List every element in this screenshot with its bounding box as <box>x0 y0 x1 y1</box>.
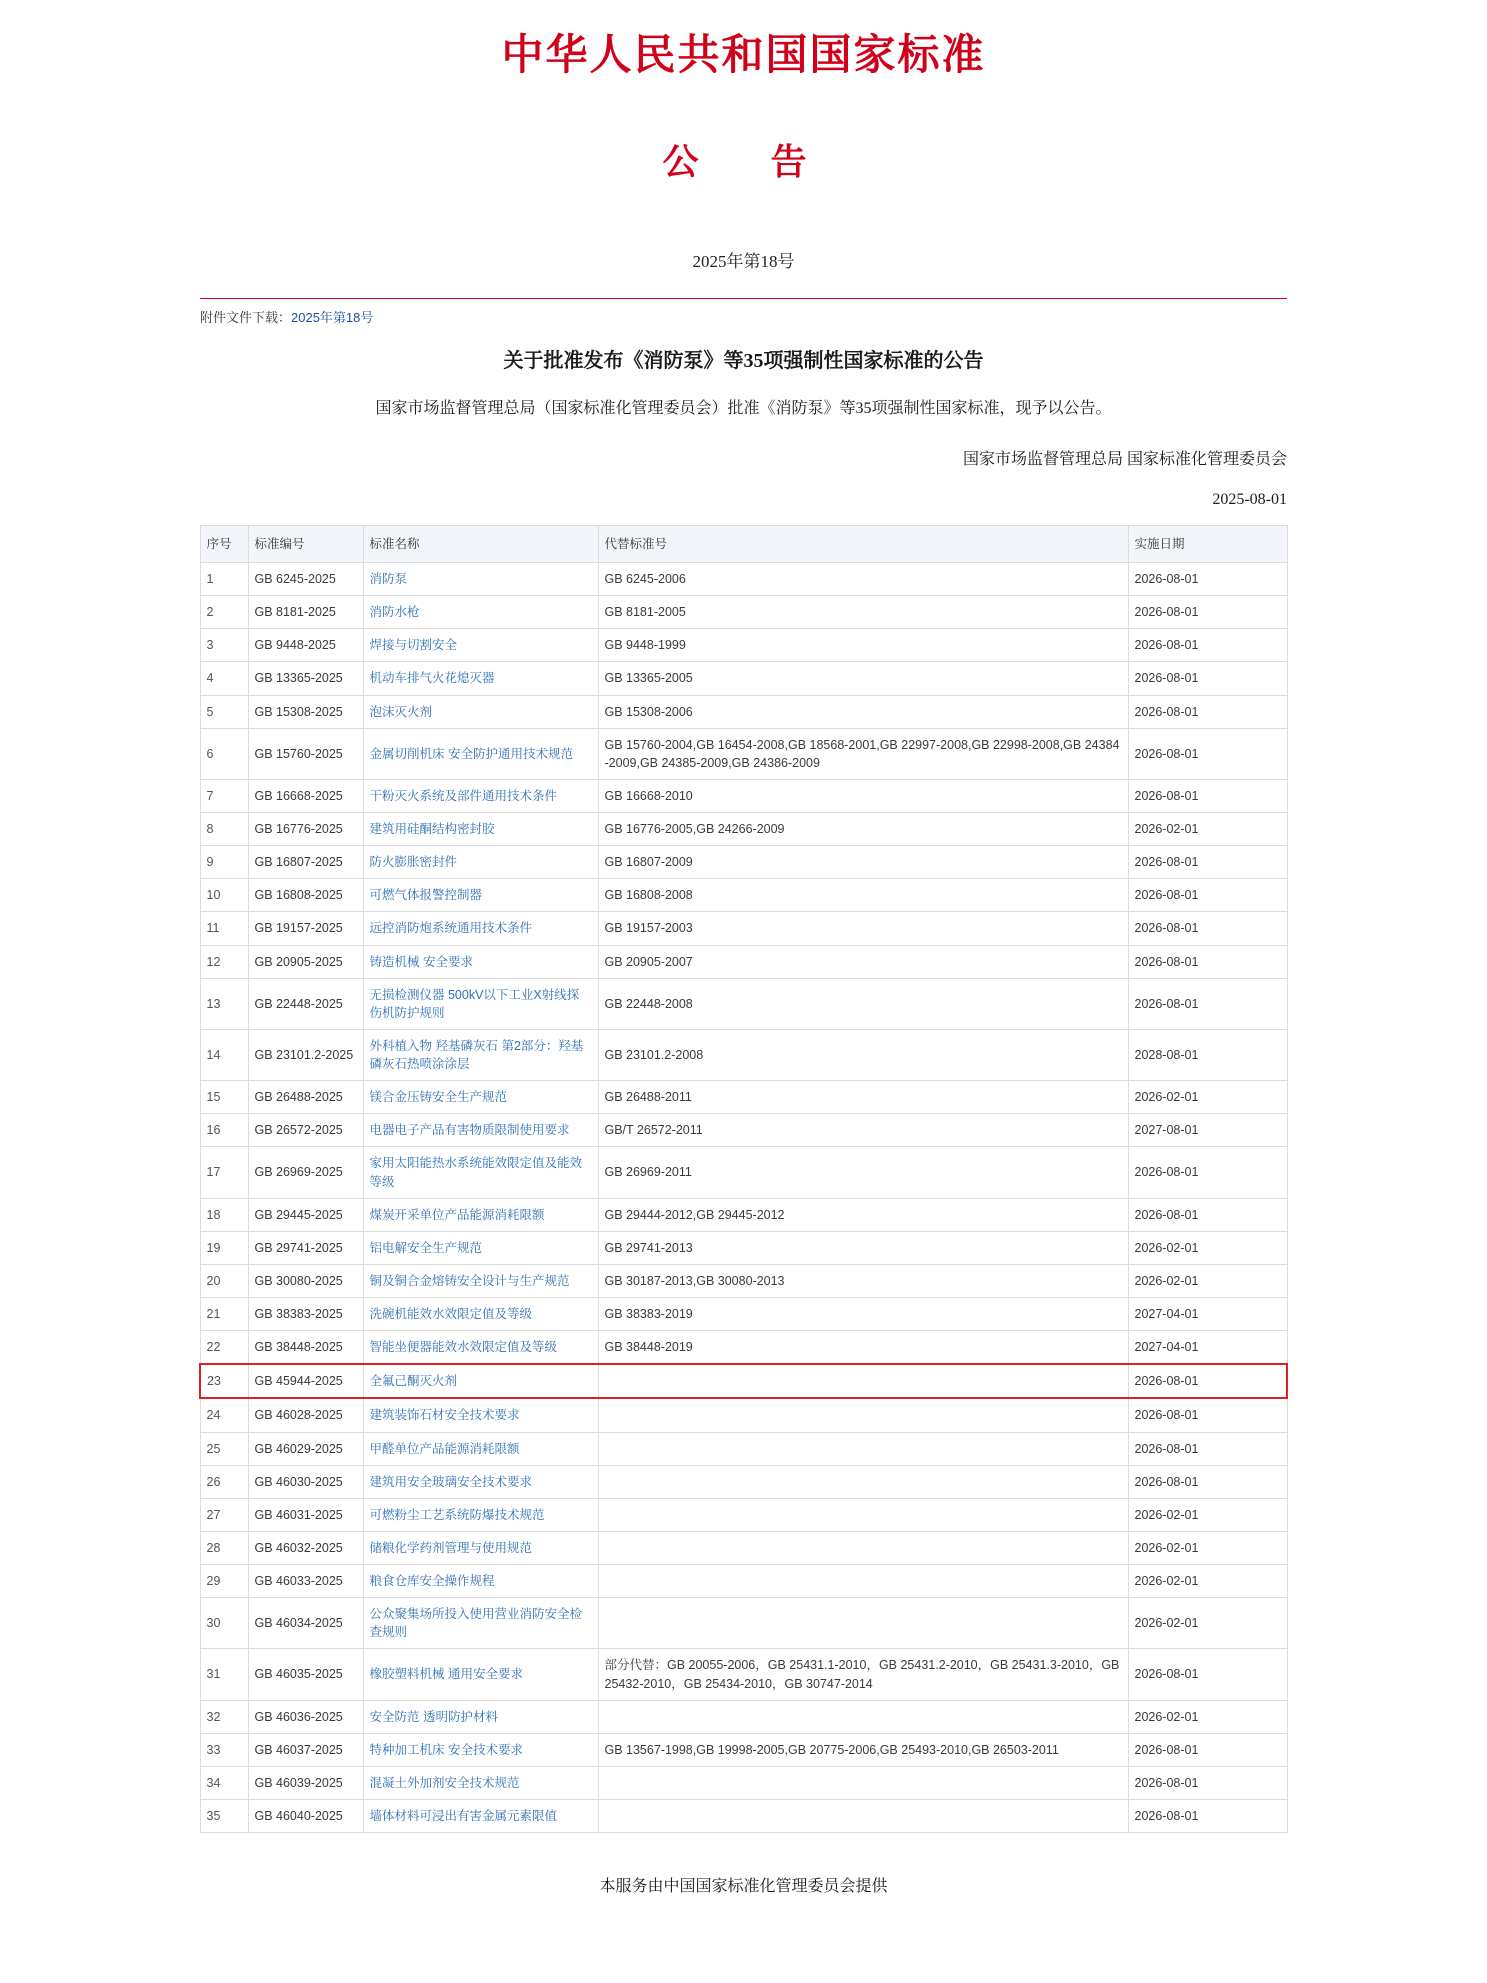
cell-name[interactable]: 可燃气体报警控制器 <box>363 879 598 912</box>
cell-code: GB 46030-2025 <box>248 1465 363 1498</box>
cell-code: GB 46028-2025 <box>248 1398 363 1432</box>
cell-name[interactable]: 洗碗机能效水效限定值及等级 <box>363 1298 598 1331</box>
cell-no: 27 <box>200 1498 248 1531</box>
cell-no: 35 <box>200 1800 248 1833</box>
table-row <box>200 779 1287 812</box>
cell-name[interactable]: 泡沫灭火剂 <box>363 695 598 728</box>
table-row <box>200 813 1287 846</box>
standards-table <box>199 525 1288 1833</box>
cell-code: GB 13365-2025 <box>248 662 363 695</box>
cell-replaced: GB 38448-2019 <box>598 1331 1128 1365</box>
cell-no: 13 <box>200 978 248 1029</box>
cell-replaced <box>598 1700 1128 1733</box>
cell-no: 31 <box>200 1649 248 1700</box>
cell-no: 34 <box>200 1766 248 1799</box>
cell-name[interactable]: 干粉灭火系统及部件通用技术条件 <box>363 779 598 812</box>
cell-replaced <box>598 1565 1128 1598</box>
cell-code: GB 16808-2025 <box>248 879 363 912</box>
cell-replaced: 部分代替：GB 20055-2006，GB 25431.1-2010，GB 25431.2-2010，GB 25431.3-2010，GB 25432-2010，GB 25434-2010，GB 30747-2014 <box>598 1649 1128 1700</box>
cell-date: 2028-08-01 <box>1128 1029 1287 1080</box>
cell-date: 2026-08-01 <box>1128 1766 1287 1799</box>
cell-replaced: GB 23101.2-2008 <box>598 1029 1128 1080</box>
cell-no: 33 <box>200 1733 248 1766</box>
cell-code: GB 46036-2025 <box>248 1700 363 1733</box>
cell-code: GB 38383-2025 <box>248 1298 363 1331</box>
cell-name[interactable]: 无损检测仪器 500kV以下工业X射线探伤机防护规则 <box>363 978 598 1029</box>
cell-no: 24 <box>200 1398 248 1432</box>
cell-date: 2026-08-01 <box>1128 1147 1287 1198</box>
cell-date: 2026-08-01 <box>1128 1649 1287 1700</box>
cell-name[interactable]: 可燃粉尘工艺系统防爆技术规范 <box>363 1498 598 1531</box>
announcement-date: 2025-08-01 <box>1212 491 1287 508</box>
cell-code: GB 26572-2025 <box>248 1114 363 1147</box>
cell-replaced: GB 29444-2012,GB 29445-2012 <box>598 1198 1128 1231</box>
cell-date: 2026-08-01 <box>1128 1398 1287 1432</box>
cell-date: 2026-02-01 <box>1128 1700 1287 1733</box>
cell-name[interactable]: 家用太阳能热水系统能效限定值及能效等级 <box>363 1147 598 1198</box>
table-row <box>200 846 1287 879</box>
cell-name[interactable]: 铝电解安全生产规范 <box>363 1231 598 1264</box>
announcement-signature: 国家市场监督管理总局 国家标准化管理委员会 <box>962 451 1287 468</box>
cell-code: GB 38448-2025 <box>248 1331 363 1365</box>
attachment-label: 附件文件下载： <box>200 310 292 325</box>
cell-code: GB 9448-2025 <box>248 629 363 662</box>
cell-date: 2026-08-01 <box>1128 912 1287 945</box>
cell-no: 3 <box>200 629 248 662</box>
cell-date: 2026-08-01 <box>1128 945 1287 978</box>
table-row <box>200 1766 1287 1799</box>
cell-replaced: GB 13567-1998,GB 19998-2005,GB 20775-2006,GB 25493-2010,GB 26503-2011 <box>598 1733 1128 1766</box>
column-header-code: 标准编号 <box>248 526 363 563</box>
cell-date: 2026-08-01 <box>1128 596 1287 629</box>
table-row <box>200 1081 1287 1114</box>
table-row <box>200 945 1287 978</box>
cell-code: GB 15760-2025 <box>248 728 363 779</box>
table-row <box>200 1264 1287 1297</box>
cell-date: 2026-08-01 <box>1128 695 1287 728</box>
cell-code: GB 16668-2025 <box>248 779 363 812</box>
cell-date: 2026-02-01 <box>1128 1264 1287 1297</box>
table-row <box>200 1800 1287 1833</box>
cell-name[interactable]: 安全防范 透明防护材料 <box>363 1700 598 1733</box>
table-row <box>200 1198 1287 1231</box>
cell-code: GB 23101.2-2025 <box>248 1029 363 1080</box>
cell-code: GB 16807-2025 <box>248 846 363 879</box>
cell-code: GB 26488-2025 <box>248 1081 363 1114</box>
cell-code: GB 46032-2025 <box>248 1531 363 1564</box>
cell-date: 2026-02-01 <box>1128 1081 1287 1114</box>
cell-no: 30 <box>200 1598 248 1649</box>
cell-date: 2026-08-01 <box>1128 1800 1287 1833</box>
cell-no: 11 <box>200 912 248 945</box>
cell-code: GB 29741-2025 <box>248 1231 363 1264</box>
table-row <box>200 695 1287 728</box>
table-row <box>200 1398 1287 1432</box>
table-row <box>200 1465 1287 1498</box>
column-header-replaced: 代替标准号 <box>598 526 1128 563</box>
cell-date: 2026-08-01 <box>1128 1364 1287 1398</box>
cell-name[interactable]: 消防泵 <box>363 563 598 596</box>
table-row <box>200 1364 1287 1398</box>
cell-name[interactable]: 铸造机械 安全要求 <box>363 945 598 978</box>
cell-name[interactable]: 焊接与切割安全 <box>363 629 598 662</box>
cell-name[interactable]: 墙体材料可浸出有害金属元素限值 <box>363 1800 598 1833</box>
cell-no: 26 <box>200 1465 248 1498</box>
cell-date: 2026-08-01 <box>1128 879 1287 912</box>
cell-name[interactable]: 消防水枪 <box>363 596 598 629</box>
cell-name[interactable]: 煤炭开采单位产品能源消耗限额 <box>363 1198 598 1231</box>
cell-date: 2026-08-01 <box>1128 1198 1287 1231</box>
cell-no: 25 <box>200 1432 248 1465</box>
cell-name[interactable]: 公众聚集场所投入使用营业消防安全检查规则 <box>363 1598 598 1649</box>
cell-name[interactable]: 橡胶塑料机械 通用安全要求 <box>363 1649 598 1700</box>
cell-name[interactable]: 外科植入物 羟基磷灰石 第2部分：羟基磷灰石热喷涂涂层 <box>363 1029 598 1080</box>
cell-name[interactable]: 粮食仓库安全操作规程 <box>363 1565 598 1598</box>
table-row <box>200 1649 1287 1700</box>
cell-no: 2 <box>200 596 248 629</box>
cell-replaced <box>598 1766 1128 1799</box>
cell-code: GB 15308-2025 <box>248 695 363 728</box>
table-row <box>200 912 1287 945</box>
cell-replaced: GB 19157-2003 <box>598 912 1128 945</box>
cell-date: 2026-08-01 <box>1128 662 1287 695</box>
column-header-no: 序号 <box>200 526 248 563</box>
cell-replaced: GB 15308-2006 <box>598 695 1128 728</box>
cell-no: 12 <box>200 945 248 978</box>
cell-replaced: GB 26488-2011 <box>598 1081 1128 1114</box>
cell-date: 2026-08-01 <box>1128 846 1287 879</box>
cell-no: 14 <box>200 1029 248 1080</box>
cell-no: 17 <box>200 1147 248 1198</box>
cell-code: GB 46035-2025 <box>248 1649 363 1700</box>
announcement-title: 关于批准发布《消防泵》等35项强制性国家标准的公告 <box>503 350 984 372</box>
cell-no: 7 <box>200 779 248 812</box>
cell-date: 2026-08-01 <box>1128 563 1287 596</box>
table-row <box>200 1565 1287 1598</box>
cell-date: 2026-08-01 <box>1128 978 1287 1029</box>
table-row <box>200 1531 1287 1564</box>
cell-replaced <box>598 1398 1128 1432</box>
table-row <box>200 1231 1287 1264</box>
cell-name[interactable]: 全氟己酮灭火剂 <box>363 1364 598 1398</box>
cell-replaced: GB 16807-2009 <box>598 846 1128 879</box>
cell-no: 6 <box>200 728 248 779</box>
table-row <box>200 1114 1287 1147</box>
table-row <box>200 1700 1287 1733</box>
cell-no: 20 <box>200 1264 248 1297</box>
cell-date: 2026-08-01 <box>1128 779 1287 812</box>
column-header-name: 标准名称 <box>363 526 598 563</box>
cell-code: GB 6245-2025 <box>248 563 363 596</box>
cell-replaced <box>598 1465 1128 1498</box>
cell-code: GB 19157-2025 <box>248 912 363 945</box>
table-row <box>200 662 1287 695</box>
cell-name[interactable]: 电器电子产品有害物质限制使用要求 <box>363 1114 598 1147</box>
cell-no: 15 <box>200 1081 248 1114</box>
cell-code: GB 46039-2025 <box>248 1766 363 1799</box>
cell-no: 8 <box>200 813 248 846</box>
cell-no: 4 <box>200 662 248 695</box>
cell-no: 29 <box>200 1565 248 1598</box>
cell-code: GB 26969-2025 <box>248 1147 363 1198</box>
cell-code: GB 46037-2025 <box>248 1733 363 1766</box>
cell-name[interactable]: 混凝土外加剂安全技术规范 <box>363 1766 598 1799</box>
cell-code: GB 46031-2025 <box>248 1498 363 1531</box>
table-row <box>200 1147 1287 1198</box>
cell-replaced: GB 8181-2005 <box>598 596 1128 629</box>
cell-code: GB 8181-2025 <box>248 596 363 629</box>
cell-replaced: GB 26969-2011 <box>598 1147 1128 1198</box>
cell-replaced <box>598 1598 1128 1649</box>
cell-replaced <box>598 1800 1128 1833</box>
cell-name[interactable]: 金属切削机床 安全防护通用技术规范 <box>363 728 598 779</box>
cell-replaced: GB 13365-2005 <box>598 662 1128 695</box>
attachment-row <box>200 307 1287 326</box>
page-title: 中华人民共和国国家标准 <box>501 33 986 79</box>
cell-name[interactable]: 建筑用安全玻璃安全技术要求 <box>363 1465 598 1498</box>
table-row <box>200 596 1287 629</box>
cell-no: 21 <box>200 1298 248 1331</box>
cell-no: 18 <box>200 1198 248 1231</box>
cell-name[interactable]: 智能坐便器能效水效限定值及等级 <box>363 1331 598 1365</box>
cell-replaced: GB 29741-2013 <box>598 1231 1128 1264</box>
cell-replaced: GB 16668-2010 <box>598 779 1128 812</box>
cell-name[interactable]: 机动车排气火花熄灭器 <box>363 662 598 695</box>
cell-no: 5 <box>200 695 248 728</box>
table-row <box>200 1733 1287 1766</box>
attachment-download-link[interactable]: 2025年第18号 <box>291 310 374 325</box>
cell-name[interactable]: 甲醛单位产品能源消耗限额 <box>363 1432 598 1465</box>
cell-no: 28 <box>200 1531 248 1564</box>
cell-date: 2026-08-01 <box>1128 629 1287 662</box>
cell-code: GB 29445-2025 <box>248 1198 363 1231</box>
issue-number: 2025年第18号 <box>692 252 795 271</box>
table-row <box>200 1331 1287 1365</box>
cell-code: GB 45944-2025 <box>248 1364 363 1398</box>
cell-date: 2026-02-01 <box>1128 813 1287 846</box>
cell-date: 2026-02-01 <box>1128 1565 1287 1598</box>
cell-no: 19 <box>200 1231 248 1264</box>
cell-code: GB 30080-2025 <box>248 1264 363 1297</box>
page-subtitle: 公 告 <box>662 142 825 182</box>
table-header-row <box>200 526 1287 563</box>
cell-date: 2026-02-01 <box>1128 1231 1287 1264</box>
cell-no: 22 <box>200 1331 248 1365</box>
cell-date: 2026-08-01 <box>1128 1432 1287 1465</box>
cell-name[interactable]: 建筑装饰石材安全技术要求 <box>363 1398 598 1432</box>
cell-date: 2026-02-01 <box>1128 1498 1287 1531</box>
cell-replaced <box>598 1364 1128 1398</box>
cell-no: 23 <box>200 1364 248 1398</box>
cell-code: GB 20905-2025 <box>248 945 363 978</box>
cell-replaced: GB 16808-2008 <box>598 879 1128 912</box>
cell-date: 2026-08-01 <box>1128 1465 1287 1498</box>
cell-date: 2026-02-01 <box>1128 1531 1287 1564</box>
cell-name[interactable]: 特种加工机床 安全技术要求 <box>363 1733 598 1766</box>
cell-code: GB 46040-2025 <box>248 1800 363 1833</box>
cell-code: GB 22448-2025 <box>248 978 363 1029</box>
cell-replaced <box>598 1531 1128 1564</box>
cell-name[interactable]: 铜及铜合金熔铸安全设计与生产规范 <box>363 1264 598 1297</box>
table-row <box>200 629 1287 662</box>
column-header-date: 实施日期 <box>1128 526 1287 563</box>
cell-no: 9 <box>200 846 248 879</box>
cell-replaced: GB 16776-2005,GB 24266-2009 <box>598 813 1128 846</box>
announcement-body: 国家市场监督管理总局（国家标准化管理委员会）批准《消防泵》等35项强制性国家标准，现予以公告。 <box>375 400 1112 417</box>
cell-date: 2027-04-01 <box>1128 1331 1287 1365</box>
cell-name[interactable]: 远控消防炮系统通用技术条件 <box>363 912 598 945</box>
table-row <box>200 1498 1287 1531</box>
table-row <box>200 1029 1287 1080</box>
cell-code: GB 46034-2025 <box>248 1598 363 1649</box>
cell-replaced: GB 20905-2007 <box>598 945 1128 978</box>
footer-text: 本服务由中国国家标准化管理委员会提供 <box>599 1878 888 1896</box>
cell-date: 2027-08-01 <box>1128 1114 1287 1147</box>
cell-code: GB 46033-2025 <box>248 1565 363 1598</box>
cell-name[interactable]: 防火膨胀密封件 <box>363 846 598 879</box>
table-row <box>200 563 1287 596</box>
table-row <box>200 879 1287 912</box>
table-row <box>200 978 1287 1029</box>
table-row <box>200 1598 1287 1649</box>
divider-rule <box>200 298 1287 299</box>
cell-no: 10 <box>200 879 248 912</box>
cell-code: GB 16776-2025 <box>248 813 363 846</box>
cell-date: 2026-02-01 <box>1128 1598 1287 1649</box>
cell-replaced: GB 15760-2004,GB 16454-2008,GB 18568-2001,GB 22997-2008,GB 22998-2008,GB 24384-2009,GB 24385-2009,GB 24386-2009 <box>598 728 1128 779</box>
cell-name[interactable]: 镁合金压铸安全生产规范 <box>363 1081 598 1114</box>
cell-replaced: GB 6245-2006 <box>598 563 1128 596</box>
cell-date: 2026-08-01 <box>1128 728 1287 779</box>
cell-name[interactable]: 储粮化学药剂管理与使用规范 <box>363 1531 598 1564</box>
cell-replaced: GB 22448-2008 <box>598 978 1128 1029</box>
cell-name[interactable]: 建筑用硅酮结构密封胶 <box>363 813 598 846</box>
cell-date: 2026-08-01 <box>1128 1733 1287 1766</box>
cell-no: 32 <box>200 1700 248 1733</box>
table-row <box>200 1432 1287 1465</box>
table-row <box>200 1298 1287 1331</box>
table-row <box>200 728 1287 779</box>
cell-no: 1 <box>200 563 248 596</box>
cell-replaced: GB 38383-2019 <box>598 1298 1128 1331</box>
cell-date: 2027-04-01 <box>1128 1298 1287 1331</box>
cell-replaced <box>598 1432 1128 1465</box>
cell-no: 16 <box>200 1114 248 1147</box>
cell-replaced: GB/T 26572-2011 <box>598 1114 1128 1147</box>
cell-replaced: GB 9448-1999 <box>598 629 1128 662</box>
cell-code: GB 46029-2025 <box>248 1432 363 1465</box>
cell-replaced <box>598 1498 1128 1531</box>
cell-replaced: GB 30187-2013,GB 30080-2013 <box>598 1264 1128 1297</box>
